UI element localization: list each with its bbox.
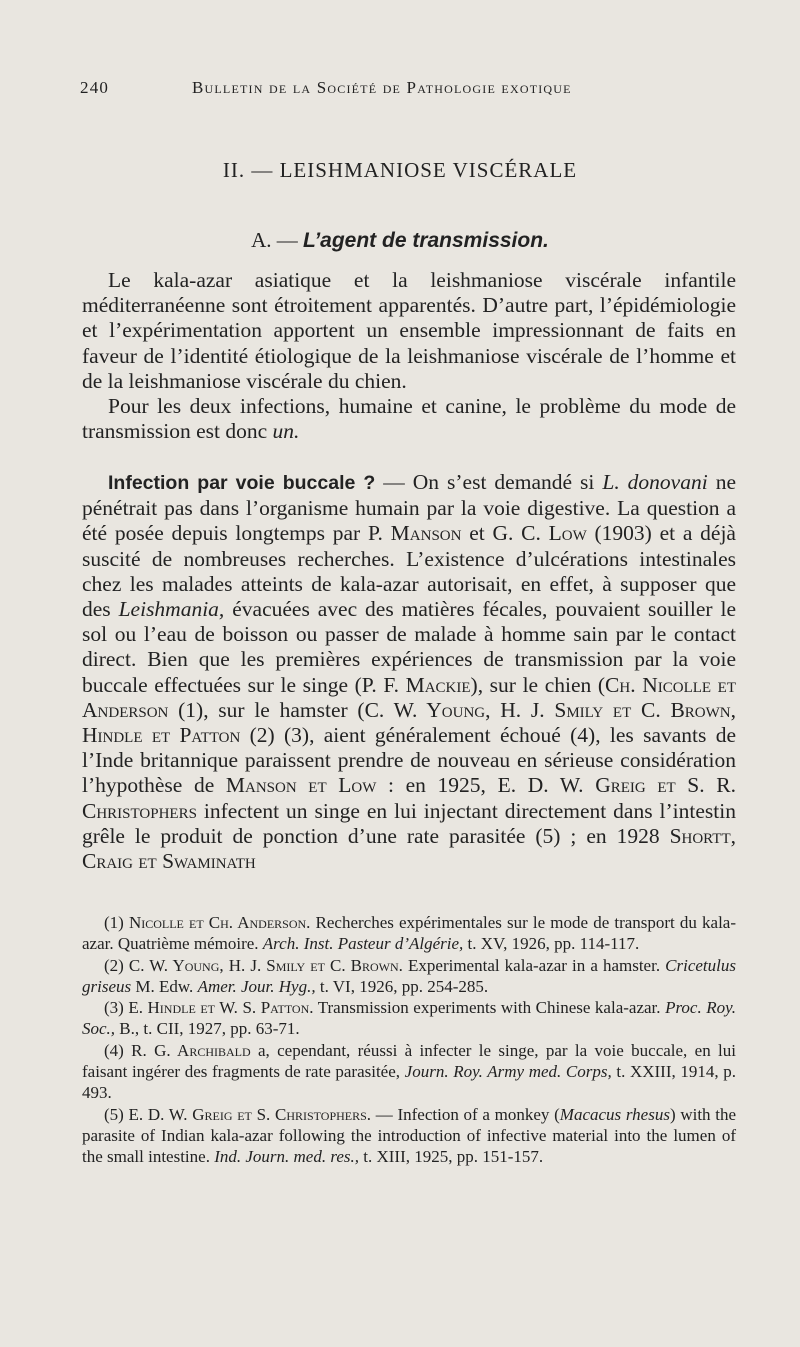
section-title: II. — LEISHMANIOSE VISCÉRALE — [222, 158, 578, 182]
p3-young: C. W. Young, H. J. Smily et C. Brown, Hindle et Patton — [82, 697, 736, 748]
p3-nicolle: Ch. Nicolle et Anderson — [82, 672, 736, 722]
footnote-marker: (2) — [104, 955, 129, 975]
footnote-text: Experimental kala-azar in a hamster. — [402, 955, 666, 975]
p3-shortt: Shortt, Craig et Swaminath — [82, 823, 736, 874]
p3-leishmania: Leishmania, — [118, 597, 225, 622]
footnote-marker: (1) — [104, 913, 129, 932]
footnote-marker: (4) — [104, 1040, 132, 1060]
p3-low: G. C. Low — [492, 521, 587, 546]
footnote-text: Transmission experiments with Chinese kala-azar. — [313, 998, 666, 1018]
p3-mackie: P. F. Mackie — [361, 672, 471, 697]
p3-i: : en 1925, — [376, 773, 498, 798]
p3-manson: P. Manson — [367, 521, 462, 546]
body-text-main — [82, 470, 736, 874]
footnote-text: a, cependant, réussi à infecter le singe, par la voie buccale, en lui faisant ingérer des fragments de rate parasitée, — [82, 1040, 736, 1082]
footnote-authors: C. W. Young, H. J. Smily et C. Brown. — [128, 955, 403, 975]
running-title: Bulletin de la Société de Pathologie exotique — [192, 78, 572, 97]
footnote-5 — [82, 1104, 736, 1168]
p3-f: ), sur le chien ( — [470, 672, 606, 697]
body-text-top — [82, 268, 736, 444]
footnotes — [82, 912, 736, 1168]
footnote-marker: (5) — [104, 1104, 129, 1124]
footnote-text: ) with the parasite of Indian kala-azar following the introduction of infective material into the lumen of the small intestine. — [82, 1104, 737, 1167]
footnote-journal: Journ. Roy. Army med. Corps, — [404, 1062, 612, 1082]
footnote-species: Macacus rhesus — [559, 1104, 670, 1124]
footnote-authors: E. Hindle et W. S. Patton. — [128, 998, 314, 1018]
p3-a: — On s’est demandé si — [375, 470, 603, 494]
p3-greig: E. D. W. Greig et S. R. Christophers — [82, 773, 736, 823]
p3-g: (1), sur le hamster ( — [168, 697, 365, 722]
p3-manson-low: Manson et Low — [225, 773, 377, 798]
p3-h: (2) (3), aient généralement échoué (4), les savants de l’Inde britannique paraissent prendre de nouveau en sérieuse considération l’hypothèse de — [82, 723, 736, 798]
footnote-text: t. XIII, 1925, pp. 151-157. — [359, 1147, 544, 1167]
p3-e: évacuées avec des matières fécales, pouvaient souiller le sol ou l’eau de boisson ou passer de malade à homme sain par le contact direct. Bien que les premières expériences de transmission par la voie buccale effectuées sur le singe ( — [82, 597, 736, 697]
footnote-journal: Arch. Inst. Pasteur d’Algérie, — [262, 934, 464, 954]
p3-j: infectent un singe en lui injectant directement dans l’intestin grêle le produit de ponction d’une rate parasitée (5) ; en 1928 — [82, 798, 736, 848]
footnote-authors: Nicolle et Ch. Anderson. — [128, 913, 311, 932]
page-number: 240 — [80, 78, 110, 97]
run-in-heading: Infection par voie buccale ? — [108, 472, 376, 494]
paragraph-2 — [82, 394, 736, 444]
footnote-text: B., t. CII, 1927, pp. 63-71. — [115, 1019, 300, 1039]
footnote-text: M. Edw. — [131, 976, 198, 996]
footnote-authors: R. G. Archibald — [131, 1040, 251, 1060]
p3-c: et — [461, 521, 493, 546]
paragraph-2-italic: un. — [272, 419, 300, 444]
footnote-1 — [82, 912, 736, 955]
footnote-text: t. XXIII, 1914, p. 493. — [82, 1062, 737, 1103]
p3-species: L. donovani — [602, 470, 708, 494]
subsection-title — [0, 228, 800, 253]
footnote-3 — [82, 997, 736, 1040]
p3-d: (1903) et a déjà suscité de nombreuses recherches. L’existence d’ulcérations intestinales chez les malades atteints de kala-azar autorisait, en effet, à supposer que des — [82, 521, 736, 622]
footnote-2 — [82, 955, 736, 998]
paragraph-1: Le kala-azar asiatique et la leishmaniose viscérale infantile méditerranéenne sont étroitement apparentés. D’autre part, l’épidémiologie et l’expérimentation apportent un ensemble impressionnant de faits en faveur de l’identité étiologique de la leishmaniose viscérale de l’homme et de la leishmaniose viscérale du chien. — [82, 268, 736, 393]
footnote-journal: Ind. Journ. med. res., — [214, 1147, 359, 1167]
footnote-marker: (3) — [104, 998, 129, 1018]
p3-b: ne pénétrait pas dans l’organisme humain par la voie digestive. La question a été posée depuis longtemps par — [82, 470, 736, 546]
paragraph-3 — [82, 470, 736, 874]
footnote-journal: Amer. Jour. Hyg., — [197, 976, 316, 996]
footnote-authors: E. D. W. Greig et S. Christophers. — [128, 1104, 372, 1124]
footnote-journal: Proc. Roy. Soc., — [82, 998, 736, 1039]
subsection-label: A. — — [251, 228, 298, 252]
footnote-text: Recherches expérimentales sur le mode de transport du kala-azar. Quatrième mémoire. — [82, 913, 736, 954]
footnote-text: — Infection of a monkey ( — [371, 1104, 560, 1124]
footnote-4 — [82, 1040, 736, 1104]
footnote-text: t. XV, 1926, pp. 114-117. — [463, 934, 640, 954]
footnote-species: Cricetulus griseus — [82, 955, 736, 996]
paragraph-2-text: Pour les deux infections, humaine et canine, le problème du mode de transmission est donc — [82, 394, 736, 444]
footnote-text: t. VI, 1926, pp. 254-285. — [315, 976, 489, 996]
subsection-heading: L’agent de transmission. — [303, 229, 549, 252]
